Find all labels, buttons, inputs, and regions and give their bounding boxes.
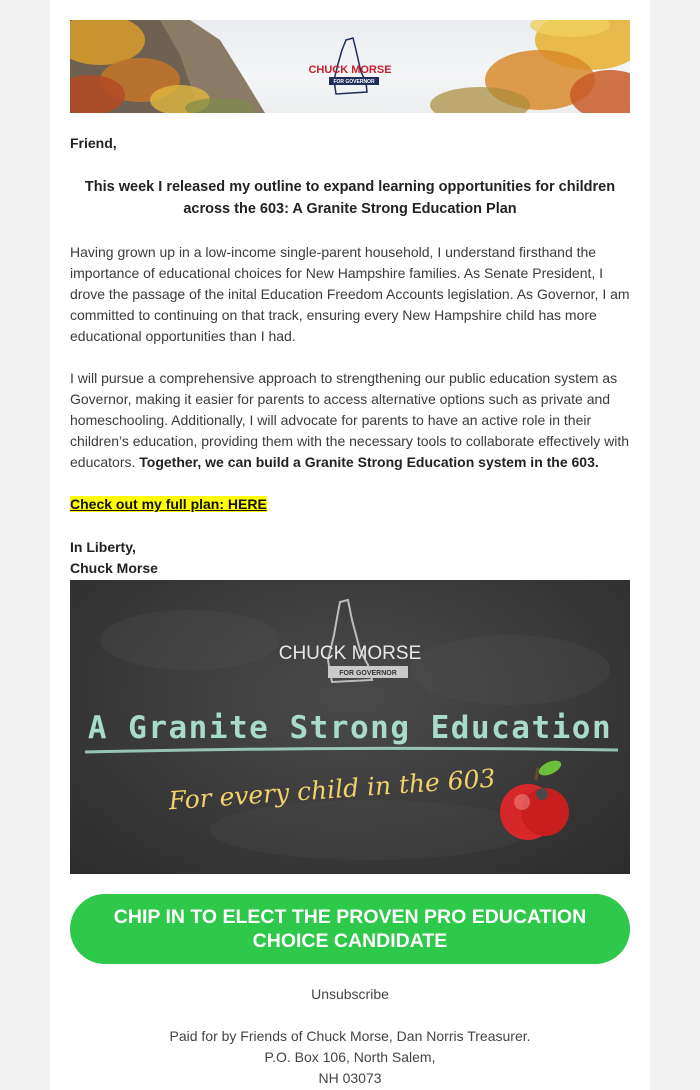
- paragraph-2-text: I will pursue a comprehensive approach to strengthening our public education system as Governor, making it easier for parents to access alternative options such as private and homeschooling. Additionally, I will advocate for parents to have an active role in their children’s education, providing them with the necessary tools to collaborate effectively with educators.: [70, 370, 630, 470]
- header-banner: [70, 20, 630, 113]
- signature: Chuck Morse: [70, 560, 158, 576]
- email-body: [50, 0, 650, 1090]
- address-line-2: NH 03073: [318, 1070, 382, 1086]
- feature-title: A Granite Strong Education: [87, 710, 613, 746]
- unsubscribe-row: [50, 986, 650, 1002]
- feature-image: [70, 580, 630, 874]
- donate-cta-button[interactable]: CHIP IN TO ELECT THE PROVEN PRO EDUCATION CHOICE CANDIDATE: [70, 894, 630, 964]
- full-plan-link[interactable]: Check out my full plan: HERE: [70, 496, 267, 512]
- header-logo-tagline: FOR GOVERNOR: [333, 79, 375, 85]
- feature-subtitle: For every child in the 603: [167, 763, 497, 816]
- feature-image-art: [70, 580, 630, 874]
- apple-icon: [500, 757, 569, 840]
- header-banner-art: [70, 20, 630, 113]
- plan-link-row: [70, 494, 630, 515]
- signoff: In Liberty,: [70, 539, 136, 555]
- greeting: Friend,: [70, 135, 117, 151]
- address-line-1: P.O. Box 106, North Salem,: [264, 1049, 436, 1065]
- feature-logo-name: CHUCK MORSE: [278, 643, 422, 664]
- header-logo-name: CHUCK MORSE: [308, 64, 392, 76]
- feature-logo-tagline: FOR GOVERNOR: [339, 670, 397, 677]
- unsubscribe-link[interactable]: Unsubscribe: [311, 986, 389, 1002]
- headline: This week I released my outline to expand learning opportunities for children across the 603: A Granite Strong Education Plan: [84, 179, 616, 217]
- paragraph-1: Having grown up in a low-income single-parent household, I understand firsthand the importance of educational choices for New Hampshire families. As Senate President, I drove the passage of the inital Education Freedom Accounts legislation. As Governor, I am committed to continuing on that track, ensuring every New Hampshire child has more educational opportunities than I had.: [70, 244, 630, 344]
- paragraph-2: [70, 368, 630, 473]
- paragraph-2-bold: Together, we can build a Granite Strong Education system in the 603.: [139, 454, 599, 470]
- paid-for-disclaimer: Paid for by Friends of Chuck Morse, Dan Norris Treasurer.: [169, 1028, 531, 1044]
- chalk-underline: [85, 748, 618, 752]
